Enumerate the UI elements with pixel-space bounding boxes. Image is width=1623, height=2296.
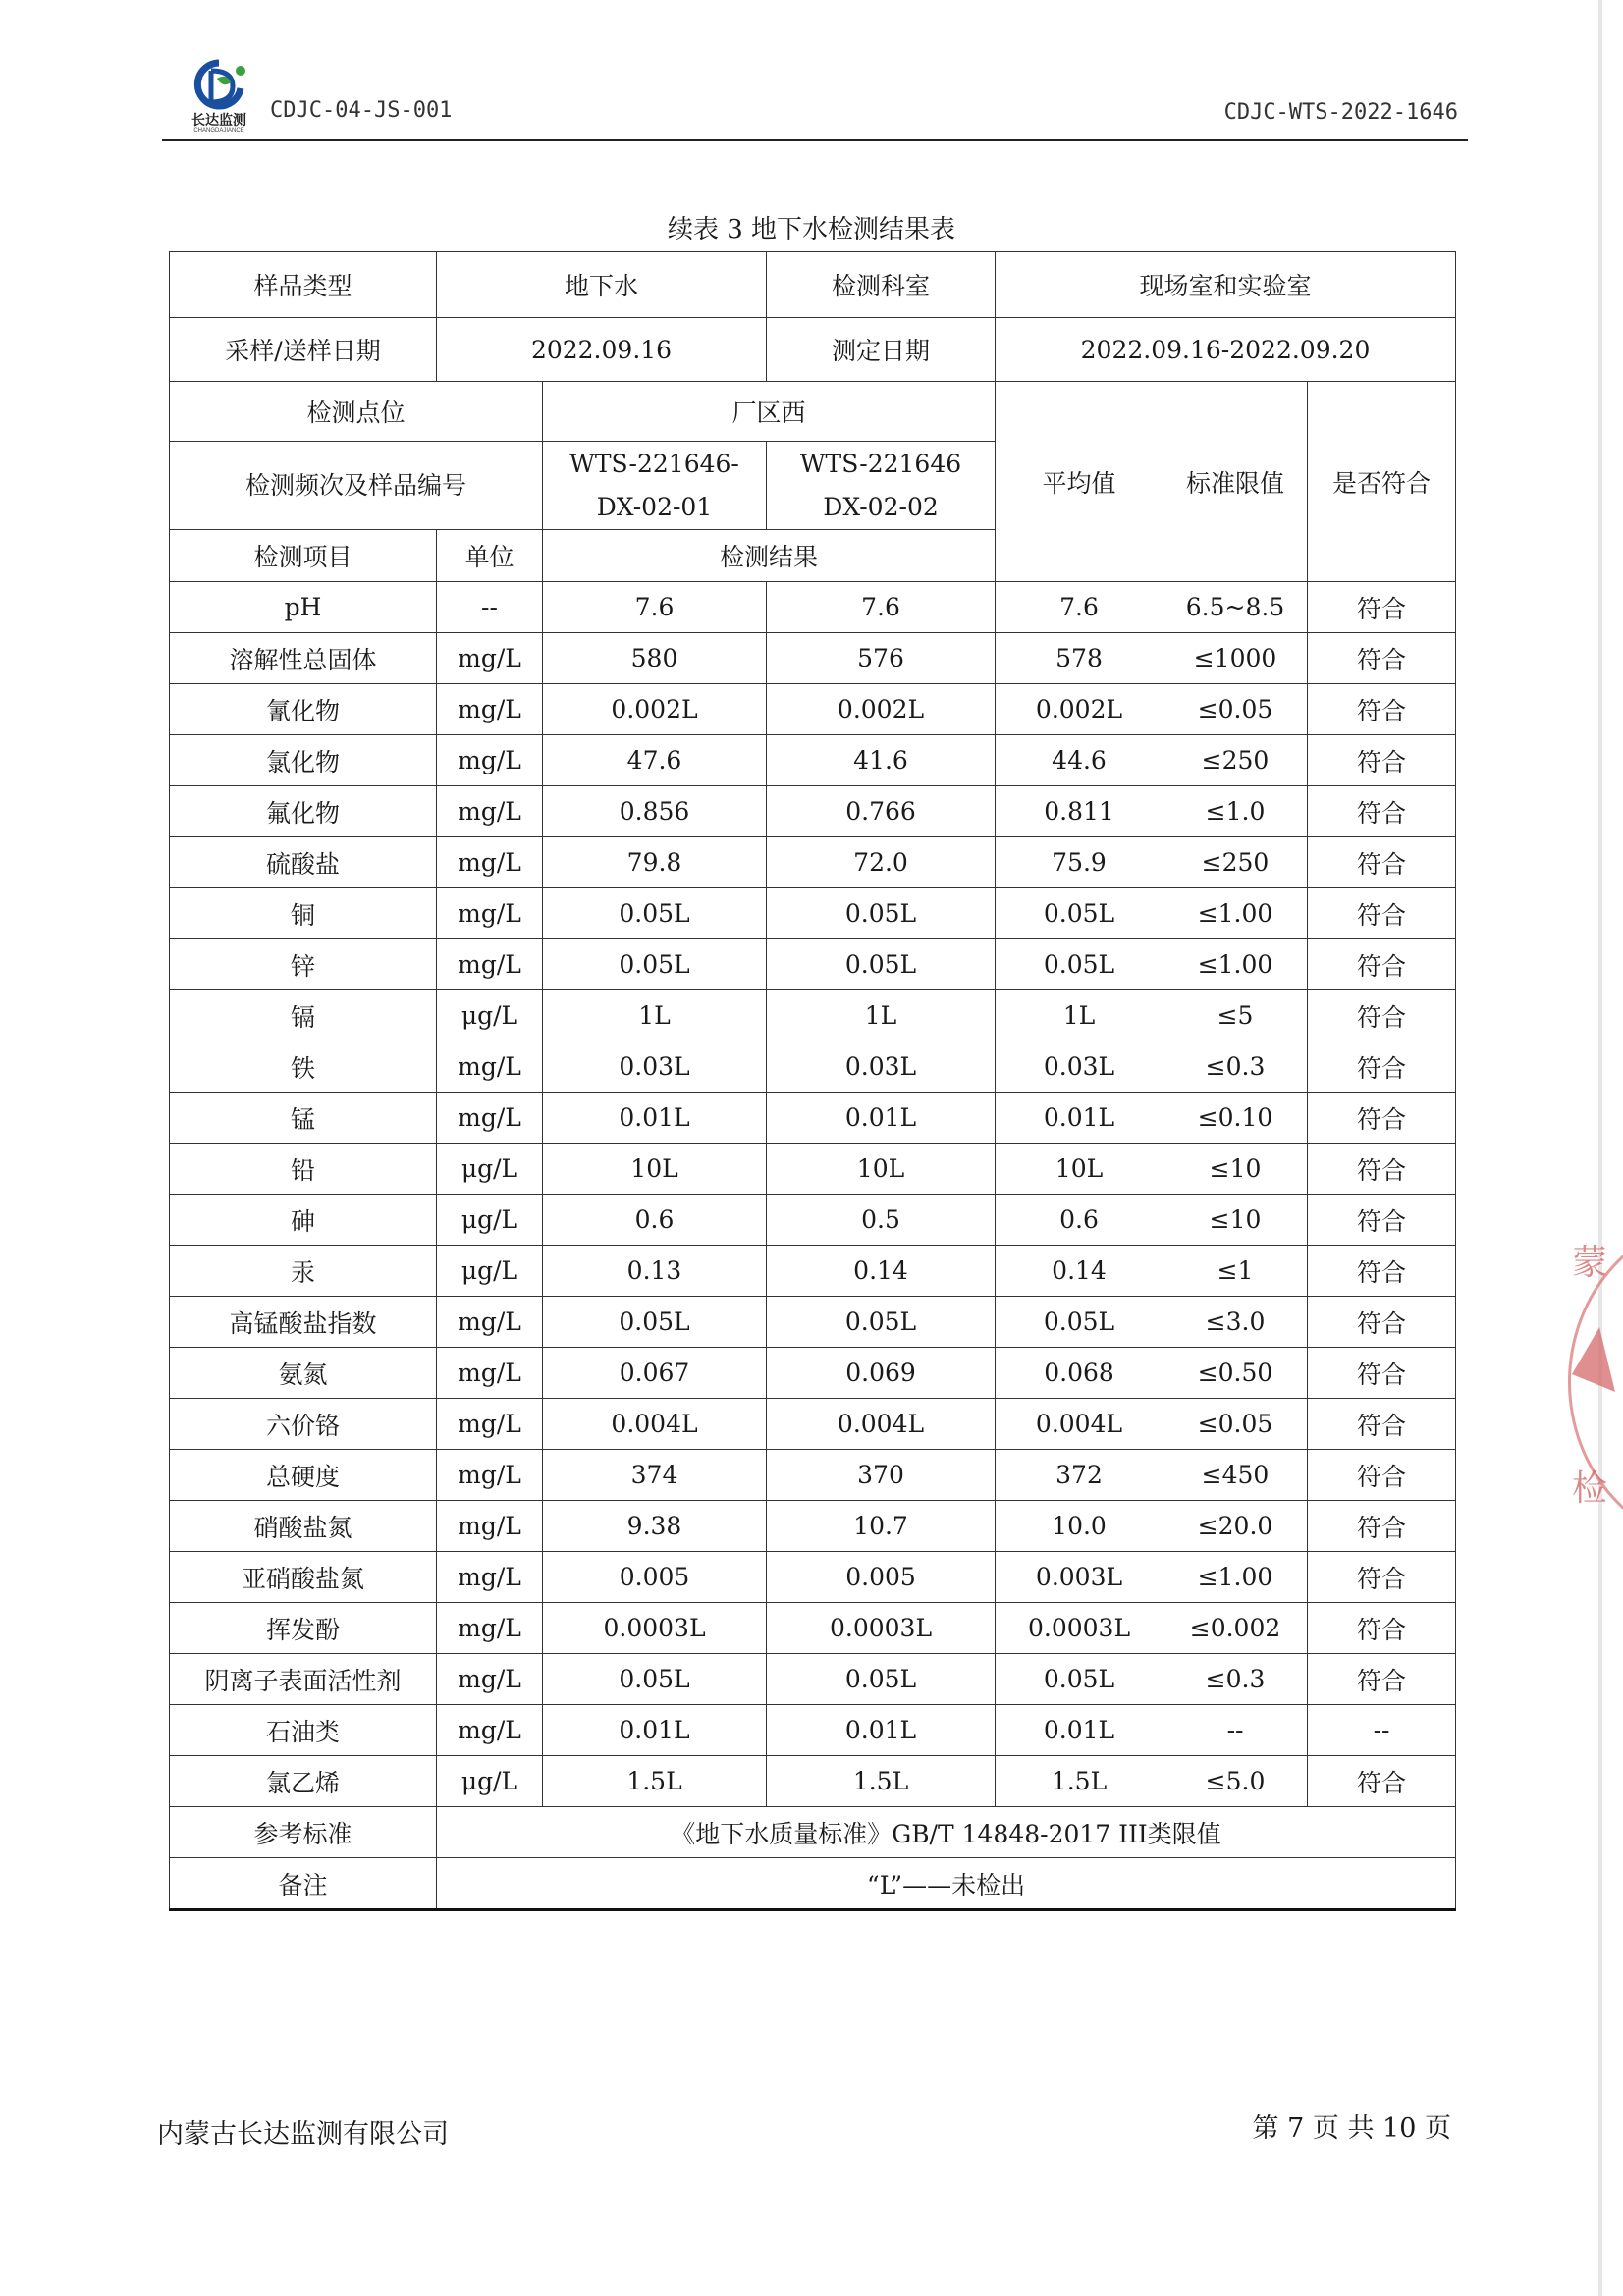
- cell-unit: mg/L: [437, 684, 543, 735]
- cell-unit: mg/L: [437, 1654, 543, 1705]
- cell-avg: 0.05L: [996, 939, 1163, 990]
- cell-unit: --: [437, 582, 543, 633]
- cell-item: 总硬度: [170, 1450, 437, 1501]
- cell-comply: 符合: [1308, 735, 1456, 786]
- cell-item: pH: [170, 582, 437, 633]
- results-table: [169, 251, 1456, 1911]
- scan-edge: [1598, 0, 1602, 2296]
- cell-v1: 0.005: [543, 1552, 767, 1603]
- cell-v1: 0.05L: [543, 939, 767, 990]
- cell-limit: ≤0.10: [1163, 1093, 1308, 1144]
- cell-comply: 符合: [1308, 1348, 1456, 1399]
- cell-limit: ≤1.0: [1163, 786, 1308, 837]
- table-row: [170, 786, 1456, 837]
- cell-v1: 79.8: [543, 837, 767, 888]
- cell-v2: 0.14: [767, 1246, 996, 1297]
- cell-avg: 0.6: [996, 1195, 1163, 1246]
- cell-v1: 0.01L: [543, 1093, 767, 1144]
- cell-v1: 0.01L: [543, 1705, 767, 1756]
- cell-v2: 10L: [767, 1144, 996, 1195]
- cell-limit: ≤5.0: [1163, 1756, 1308, 1807]
- cell-avg: 0.05L: [996, 1654, 1163, 1705]
- cell-v1: 0.0003L: [543, 1603, 767, 1654]
- cell-limit: ≤0.002: [1163, 1603, 1308, 1654]
- cell-limit: ≤0.3: [1163, 1654, 1308, 1705]
- cell-comply: 符合: [1308, 684, 1456, 735]
- logo-en-text: CHANGDAJIANCE: [193, 128, 244, 133]
- cell-comply: 符合: [1308, 888, 1456, 939]
- sample1-id: WTS-221646- DX-02-01: [543, 442, 767, 530]
- doc-code: CDJC-04-JS-001: [270, 98, 453, 123]
- cell-avg: 0.05L: [996, 888, 1163, 939]
- cell-unit: μg/L: [437, 1144, 543, 1195]
- cell-item: 氯乙烯: [170, 1756, 437, 1807]
- cell-v2: 0.01L: [767, 1093, 996, 1144]
- cell-unit: mg/L: [437, 1705, 543, 1756]
- cell-unit: mg/L: [437, 1348, 543, 1399]
- table-row: [170, 1450, 1456, 1501]
- cell-unit: mg/L: [437, 633, 543, 684]
- table-row: [170, 735, 1456, 786]
- cell-comply: 符合: [1308, 1297, 1456, 1348]
- limit-header: 标准限值: [1163, 382, 1308, 582]
- cell-comply: 符合: [1308, 1603, 1456, 1654]
- logo-text: 长达监测: [191, 113, 246, 129]
- cell-unit: mg/L: [437, 1603, 543, 1654]
- cell-limit: ≤450: [1163, 1450, 1308, 1501]
- table-row: [170, 1041, 1456, 1093]
- cell-limit: ≤1.00: [1163, 888, 1308, 939]
- cell-item: 高锰酸盐指数: [170, 1297, 437, 1348]
- cell-avg: 0.03L: [996, 1041, 1163, 1093]
- cell-item: 铁: [170, 1041, 437, 1093]
- table-row: [170, 633, 1456, 684]
- cell-unit: μg/L: [437, 990, 543, 1041]
- table-row: [170, 684, 1456, 735]
- comply-header: 是否符合: [1308, 382, 1456, 582]
- cell-comply: 符合: [1308, 990, 1456, 1041]
- cell-limit: ≤1: [1163, 1246, 1308, 1297]
- cell-comply: 符合: [1308, 1756, 1456, 1807]
- cell-v2: 0.004L: [767, 1399, 996, 1450]
- table-row: [170, 1297, 1456, 1348]
- cell-limit: --: [1163, 1705, 1308, 1756]
- cell-comply: 符合: [1308, 1399, 1456, 1450]
- cell-v1: 47.6: [543, 735, 767, 786]
- avg-header: 平均值: [996, 382, 1163, 582]
- cell-v2: 0.05L: [767, 1654, 996, 1705]
- cell-comply: 符合: [1308, 1654, 1456, 1705]
- table-row: [170, 990, 1456, 1041]
- cell-avg: 0.811: [996, 786, 1163, 837]
- sample-type-value: 地下水: [437, 252, 767, 318]
- cell-avg: 44.6: [996, 735, 1163, 786]
- reference-row: [170, 1807, 1456, 1858]
- cell-v2: 41.6: [767, 735, 996, 786]
- cell-unit: mg/L: [437, 888, 543, 939]
- cell-comply: 符合: [1308, 1552, 1456, 1603]
- cell-item: 铅: [170, 1144, 437, 1195]
- table-title: 续表 3 地下水检测结果表: [667, 215, 956, 244]
- cell-v1: 7.6: [543, 582, 767, 633]
- cell-item: 石油类: [170, 1705, 437, 1756]
- cell-avg: 372: [996, 1450, 1163, 1501]
- company-logo: [182, 59, 256, 135]
- cell-v2: 0.05L: [767, 888, 996, 939]
- cell-v2: 370: [767, 1450, 996, 1501]
- reference-value: 《地下水质量标准》GB/T 14848-2017 III类限值: [437, 1807, 1456, 1858]
- cell-unit: mg/L: [437, 939, 543, 990]
- cell-avg: 10L: [996, 1144, 1163, 1195]
- cell-avg: 578: [996, 633, 1163, 684]
- seal-char-2: 检: [1572, 1468, 1608, 1509]
- cell-v1: 0.03L: [543, 1041, 767, 1093]
- sample2-id: WTS-221646 DX-02-02: [767, 442, 996, 530]
- point-label: 检测点位: [170, 382, 543, 442]
- table-row: [170, 837, 1456, 888]
- table-row: [170, 1246, 1456, 1297]
- cell-item: 汞: [170, 1246, 437, 1297]
- table-row: [170, 1552, 1456, 1603]
- cell-comply: 符合: [1308, 633, 1456, 684]
- cell-item: 锰: [170, 1093, 437, 1144]
- cell-v2: 7.6: [767, 582, 996, 633]
- red-seal-stamp: [1568, 1217, 1623, 1541]
- cell-unit: mg/L: [437, 1399, 543, 1450]
- cell-v2: 0.05L: [767, 1297, 996, 1348]
- point-row: [170, 382, 1456, 442]
- cell-comply: 符合: [1308, 1450, 1456, 1501]
- cell-avg: 0.004L: [996, 1399, 1163, 1450]
- cell-v1: 1.5L: [543, 1756, 767, 1807]
- cell-limit: 6.5~8.5: [1163, 582, 1308, 633]
- cell-v1: 0.05L: [543, 1654, 767, 1705]
- cell-unit: mg/L: [437, 837, 543, 888]
- table-row: [170, 1501, 1456, 1552]
- table-row: [170, 888, 1456, 939]
- cell-v1: 0.05L: [543, 1297, 767, 1348]
- remark-value: “L”——未检出: [437, 1858, 1456, 1910]
- cell-v1: 0.13: [543, 1246, 767, 1297]
- cell-item: 氯化物: [170, 735, 437, 786]
- cell-avg: 0.01L: [996, 1705, 1163, 1756]
- test-date-value: 2022.09.16-2022.09.20: [996, 318, 1456, 382]
- cell-v2: 0.5: [767, 1195, 996, 1246]
- cell-limit: ≤3.0: [1163, 1297, 1308, 1348]
- cell-v1: 9.38: [543, 1501, 767, 1552]
- cell-v2: 0.05L: [767, 939, 996, 990]
- cell-item: 硝酸盐氮: [170, 1501, 437, 1552]
- unit-header: 单位: [437, 530, 543, 582]
- table-row: [170, 1195, 1456, 1246]
- point-value: 厂区西: [543, 382, 996, 442]
- seal-char-1: 蒙: [1572, 1243, 1608, 1283]
- cell-unit: μg/L: [437, 1756, 543, 1807]
- cell-limit: ≤1.00: [1163, 939, 1308, 990]
- cell-v1: 0.05L: [543, 888, 767, 939]
- cell-v1: 580: [543, 633, 767, 684]
- cell-comply: 符合: [1308, 837, 1456, 888]
- cell-comply: --: [1308, 1705, 1456, 1756]
- item-header: 检测项目: [170, 530, 437, 582]
- cell-avg: 7.6: [996, 582, 1163, 633]
- cell-v2: 10.7: [767, 1501, 996, 1552]
- table-row: [170, 939, 1456, 990]
- cell-item: 砷: [170, 1195, 437, 1246]
- cell-comply: 符合: [1308, 1501, 1456, 1552]
- cell-avg: 0.068: [996, 1348, 1163, 1399]
- table-row: [170, 1399, 1456, 1450]
- cell-limit: ≤250: [1163, 837, 1308, 888]
- info-row-1: [170, 252, 1456, 318]
- reference-label: 参考标准: [170, 1807, 437, 1858]
- cell-comply: 符合: [1308, 1246, 1456, 1297]
- cell-v1: 1L: [543, 990, 767, 1041]
- cell-v2: 0.01L: [767, 1705, 996, 1756]
- cell-limit: ≤1000: [1163, 633, 1308, 684]
- cell-limit: ≤1.00: [1163, 1552, 1308, 1603]
- cell-item: 阴离子表面活性剂: [170, 1654, 437, 1705]
- cell-limit: ≤0.05: [1163, 684, 1308, 735]
- cell-item: 亚硝酸盐氮: [170, 1552, 437, 1603]
- remark-row: [170, 1858, 1456, 1910]
- cell-item: 锌: [170, 939, 437, 990]
- cell-item: 氨氮: [170, 1348, 437, 1399]
- cell-v1: 0.856: [543, 786, 767, 837]
- cell-limit: ≤10: [1163, 1144, 1308, 1195]
- page-header: [162, 57, 1468, 141]
- cell-avg: 0.003L: [996, 1552, 1163, 1603]
- cell-unit: μg/L: [437, 1195, 543, 1246]
- cell-limit: ≤250: [1163, 735, 1308, 786]
- footer-company: 内蒙古长达监测有限公司: [157, 2119, 449, 2150]
- cell-item: 铜: [170, 888, 437, 939]
- cell-limit: ≤10: [1163, 1195, 1308, 1246]
- cell-unit: mg/L: [437, 786, 543, 837]
- cell-unit: mg/L: [437, 1093, 543, 1144]
- table-row: [170, 582, 1456, 633]
- cell-v2: 0.002L: [767, 684, 996, 735]
- sampling-date-value: 2022.09.16: [437, 318, 767, 382]
- freq-label: 检测频次及样品编号: [170, 442, 543, 530]
- sampling-date-label: 采样/送样日期: [170, 318, 437, 382]
- cell-comply: 符合: [1308, 1144, 1456, 1195]
- cell-limit: ≤20.0: [1163, 1501, 1308, 1552]
- cell-v2: 0.766: [767, 786, 996, 837]
- cell-v1: 0.002L: [543, 684, 767, 735]
- cell-v2: 0.005: [767, 1552, 996, 1603]
- table-row: [170, 1603, 1456, 1654]
- cell-v2: 72.0: [767, 837, 996, 888]
- logo-icon: [182, 59, 256, 110]
- footer-page: 第 7 页 共 10 页: [1252, 2113, 1451, 2144]
- result-header: 检测结果: [543, 530, 996, 582]
- cell-unit: mg/L: [437, 1450, 543, 1501]
- cell-v1: 10L: [543, 1144, 767, 1195]
- cell-unit: mg/L: [437, 1297, 543, 1348]
- table-row: [170, 1756, 1456, 1807]
- cell-unit: μg/L: [437, 1246, 543, 1297]
- table-row: [170, 1144, 1456, 1195]
- cell-limit: ≤0.50: [1163, 1348, 1308, 1399]
- cell-v2: 0.03L: [767, 1041, 996, 1093]
- cell-avg: 0.0003L: [996, 1603, 1163, 1654]
- table-row: [170, 1705, 1456, 1756]
- sample-type-label: 样品类型: [170, 252, 437, 318]
- lab-value: 现场室和实验室: [996, 252, 1456, 318]
- cell-v2: 1.5L: [767, 1756, 996, 1807]
- cell-v1: 0.067: [543, 1348, 767, 1399]
- cell-limit: ≤0.3: [1163, 1041, 1308, 1093]
- cell-avg: 75.9: [996, 837, 1163, 888]
- cell-unit: mg/L: [437, 735, 543, 786]
- cell-item: 氟化物: [170, 786, 437, 837]
- cell-item: 镉: [170, 990, 437, 1041]
- cell-v1: 0.6: [543, 1195, 767, 1246]
- cell-avg: 0.002L: [996, 684, 1163, 735]
- cell-comply: 符合: [1308, 786, 1456, 837]
- cell-avg: 10.0: [996, 1501, 1163, 1552]
- test-date-label: 测定日期: [767, 318, 996, 382]
- table-row: [170, 1654, 1456, 1705]
- cell-item: 硫酸盐: [170, 837, 437, 888]
- cell-limit: ≤5: [1163, 990, 1308, 1041]
- cell-avg: 1L: [996, 990, 1163, 1041]
- cell-comply: 符合: [1308, 1093, 1456, 1144]
- cell-v2: 576: [767, 633, 996, 684]
- table-row: [170, 1348, 1456, 1399]
- cell-unit: mg/L: [437, 1552, 543, 1603]
- cell-comply: 符合: [1308, 939, 1456, 990]
- cell-v2: 0.0003L: [767, 1603, 996, 1654]
- table-row: [170, 1093, 1456, 1144]
- cell-item: 挥发酚: [170, 1603, 437, 1654]
- cell-unit: mg/L: [437, 1501, 543, 1552]
- remark-label: 备注: [170, 1858, 437, 1910]
- report-number: CDJC-WTS-2022-1646: [1223, 100, 1458, 125]
- cell-v2: 0.069: [767, 1348, 996, 1399]
- cell-comply: 符合: [1308, 1041, 1456, 1093]
- cell-v1: 374: [543, 1450, 767, 1501]
- cell-avg: 0.01L: [996, 1093, 1163, 1144]
- cell-limit: ≤0.05: [1163, 1399, 1308, 1450]
- cell-avg: 1.5L: [996, 1756, 1163, 1807]
- cell-item: 溶解性总固体: [170, 633, 437, 684]
- cell-item: 氰化物: [170, 684, 437, 735]
- cell-avg: 0.05L: [996, 1297, 1163, 1348]
- lab-label: 检测科室: [767, 252, 996, 318]
- info-row-2: [170, 318, 1456, 382]
- seal-star-icon: [1570, 1325, 1615, 1394]
- cell-comply: 符合: [1308, 1195, 1456, 1246]
- cell-item: 六价铬: [170, 1399, 437, 1450]
- cell-v2: 1L: [767, 990, 996, 1041]
- cell-comply: 符合: [1308, 582, 1456, 633]
- cell-avg: 0.14: [996, 1246, 1163, 1297]
- cell-v1: 0.004L: [543, 1399, 767, 1450]
- cell-unit: mg/L: [437, 1041, 543, 1093]
